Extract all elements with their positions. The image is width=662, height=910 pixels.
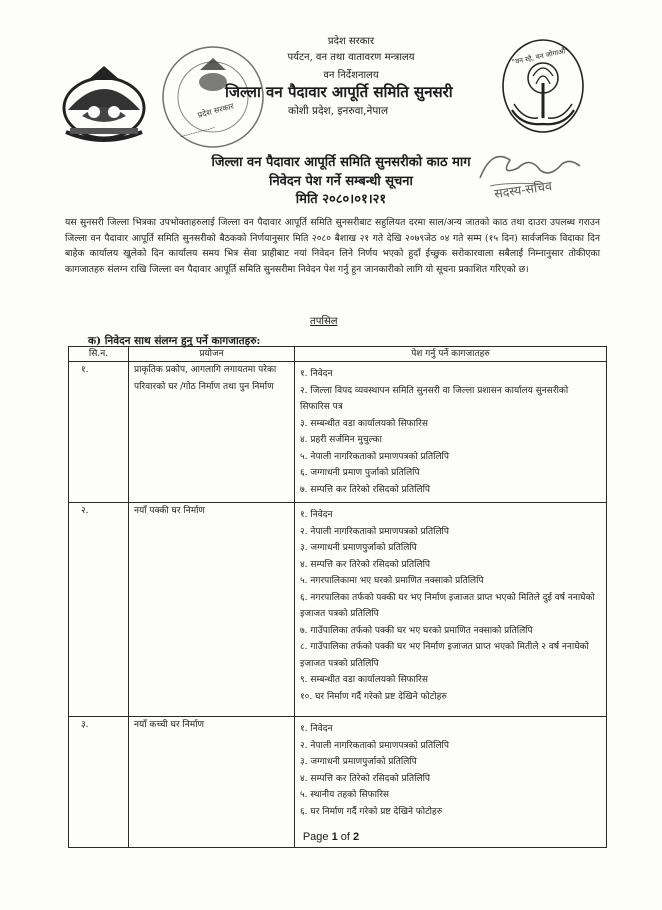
- doc-item: १. निवेदन: [300, 369, 333, 379]
- tapsil-heading: तपसिल: [310, 316, 338, 327]
- table-header-row: [69, 347, 607, 362]
- doc-item: ५. स्थानीय तहको सिफारिस: [300, 790, 390, 800]
- doc-item: १. निवेदन: [300, 724, 333, 734]
- doc-item: ३. जग्गाधनी प्रमाणपुर्जाको प्रतिलिपि: [300, 757, 417, 767]
- doc-item: ७. सम्पत्ति कर तिरेको रसिदको प्रतिलिपि: [300, 484, 431, 495]
- row-purpose: नयाँ कच्ची घर निर्माण: [129, 717, 295, 848]
- doc-item: २. नेपाली नागरिकताको प्रमाणपत्रको प्रतिलिपि: [300, 740, 449, 751]
- section-heading: क) निवेदन साथ संलग्न हुनु पर्ने कागजातहरु:: [88, 335, 261, 347]
- office-title: जिल्ला वन पैदावार आपूर्ति समिति सुनसरी: [225, 83, 453, 101]
- notice-date: मिति २०८०।०१।२१: [295, 192, 387, 207]
- doc-item: ९. सम्बन्धीत वडा कार्यालयको सिफारिस: [300, 675, 428, 685]
- table-row: [69, 503, 607, 717]
- doc-item: ८. गाउँपालिका तर्फको पक्की घर भए निर्माण इजाजत प्राप्त भएको मितीले २ वर्ष ननाघेको: [300, 642, 589, 652]
- doc-item: २. नेपाली नागरिकताको प्रमाणपत्रको प्रतिलिपि: [300, 526, 449, 537]
- notice-title-line2: निवेदन पेश गर्ने सम्बन्धी सूचना: [269, 174, 413, 189]
- doc-item: १०. घर निर्माण गर्दै गरेको प्रष्ट देखिने फोटोहरु: [300, 691, 447, 702]
- table-header-sn: सि.न.: [69, 347, 129, 362]
- doc-item: इजाजत पत्रको प्रतिलिपि: [300, 658, 379, 669]
- table-row: [69, 362, 607, 503]
- doc-item: ३. जग्गाधनी प्रमाणपुर्जाको प्रतिलिपि: [300, 543, 417, 553]
- header-ministry: पर्यटन, वन तथा वातावरण मन्त्रालय: [287, 52, 415, 63]
- doc-item: ३. सम्बन्धीत वडा कार्यालयको सिफारिस: [300, 418, 428, 429]
- signature-icon: [470, 138, 590, 208]
- doc-item: ५. नेपाली नागरिकताको प्रमाणपत्रको प्रतिलिपि: [300, 451, 449, 462]
- row-sn: २.: [69, 503, 129, 717]
- doc-item: सिफारिस पत्र: [300, 402, 343, 412]
- signatory-title: सदस्य-सचिव: [493, 178, 553, 201]
- office-address: कोशी प्रदेश, इनरुवा,नेपाल: [288, 105, 389, 117]
- documents-table: [68, 346, 607, 848]
- row-docs: [295, 717, 607, 848]
- table-header-purpose: प्रयोजन: [129, 347, 295, 362]
- stamp-ring-text: प्रदेश सरकार: [196, 101, 235, 120]
- table-header-docs: पेश गर्नु पर्ने कागजातहरु: [295, 347, 607, 362]
- row-sn: १.: [69, 362, 129, 503]
- row-sn: ३.: [69, 717, 129, 848]
- footer-page: 1: [331, 831, 338, 843]
- header-gov: प्रदेश सरकार: [327, 36, 375, 47]
- row-docs: [295, 503, 607, 717]
- doc-item: इजाजत पत्रको प्रतिलिपि: [300, 609, 379, 619]
- doc-item: ६. जग्गाधनी प्रमाण पुर्जाको प्रतिलिपि: [300, 468, 420, 478]
- footer-prefix: Page: [302, 831, 332, 843]
- notice-title-line1: जिल्ला वन पैदावार आपूर्ति समिति सुनसरीको काठ माग: [211, 155, 471, 170]
- doc-item: २. जिल्ला विपद व्यवस्थापन समिति सुनसरी वा जिल्ला प्रशासन कार्यालय सुनसरीको: [300, 385, 569, 396]
- footer-total: 2: [353, 831, 360, 843]
- page-footer: [0, 831, 662, 843]
- doc-item: ७. गाउँपालिका तर्फको पक्की घर भए घरको प्रमाणित नक्साको प्रतिलिपि: [300, 625, 533, 636]
- right-logo-ring-text: "वन रहे, वन जोगाऔं": [511, 46, 570, 67]
- doc-item: ४. प्रहरी सर्जमिन मुचुल्का: [300, 435, 382, 445]
- footer-of: of: [337, 831, 354, 843]
- table-row: [69, 717, 607, 848]
- row-purpose: प्राकृतिक प्रकोप, आगलागि लगायतमा परेका परिवारको घर /गोठ निर्माण तथा पुन निर्माण: [129, 362, 295, 503]
- doc-item: ४. सम्पत्ति कर तिरेको रसिदको प्रतिलिपि: [300, 559, 431, 570]
- notice-body: यस सुनसरी जिल्ला भित्रका उपभोक्ताहरुलाई जिल्ला वन पैदावार आपूर्ति समिति सुनसरीबाट सहुलियत दरमा साल/अन्य जातको काठ तथा दाउरा उपलब्ध गराउन जिल्ला वन पैदावार आपूर्ति समिति सुनसरीको बैठकको निर्णयानुसार मिति २०८० बैशाख २१ गते देखि २०७९जेठ ०४ गते सम्म (१५ दिन) सार्वजनिक विदाका दिन बाहेक कार्यालय खुलेको दिन कार्यालय समय भित्र सेवा प्राहीबाट नयां निवेदन लिने निर्णय भएको हुदाँ ईच्छुक सरोकारवाला सबैलाई निम्नानुसार तोकीएका कागजातहरु संलग्न राखि जिल्ला वन पैदावार आपूर्ति समिति सुनसरीमा निवेदन पेश गर्नु हुन जानकारीको लागि यो सूचना प्रकाशित गरिएको छ।: [65, 217, 600, 275]
- doc-item: ६. नगरपालिका तर्फको पक्की घर भए निर्माण इजाजत प्राप्त भएको मितिले दुई वर्ष ननाघेको: [300, 592, 595, 603]
- svg-text:--------------: --------------: [179, 123, 216, 141]
- doc-item: ५. नगरपालिकामा भए घरको प्रमाणित नक्साको प्रतिलिपि: [300, 576, 484, 586]
- row-purpose: नयाँ पक्की घर निर्माण: [129, 503, 295, 717]
- row-docs: [295, 362, 607, 503]
- doc-item: ६. घर निर्माण गर्दै गरेको प्रष्ट देखिने फोटोहरु: [300, 806, 443, 817]
- doc-item: १. निवेदन: [300, 510, 333, 520]
- header-directorate: वन निर्देशनालय: [323, 70, 379, 81]
- doc-item: ४. सम्पत्ति कर तिरेको रसिदको प्रतिलिपि: [300, 773, 431, 784]
